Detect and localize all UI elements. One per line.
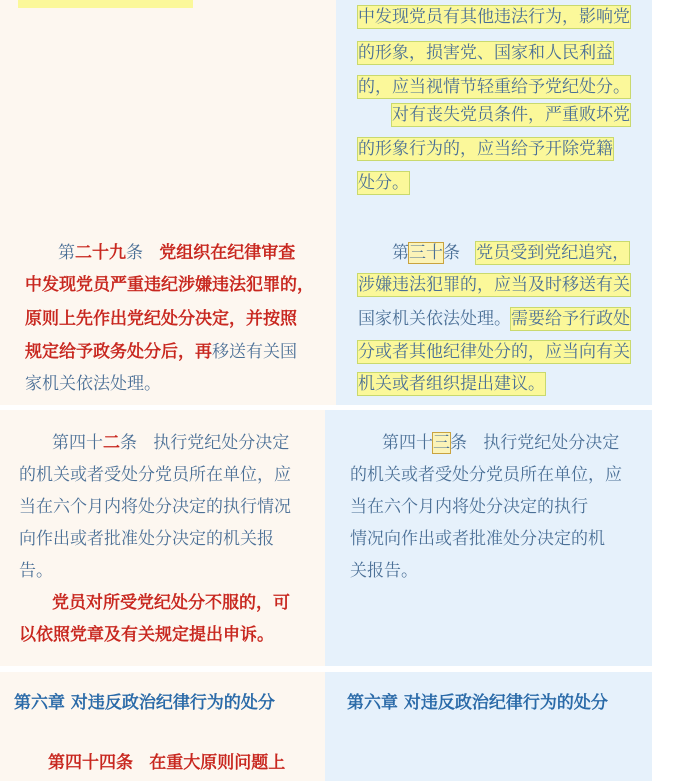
art42-line-2: 的机关或者受处分党员所在单位，应 bbox=[19, 465, 291, 485]
top-right-line-3: 的，应当视情节轻重给予党纪处分。 bbox=[358, 77, 630, 97]
chapter6-heading-left: 第六章 对违反政治纪律行为的处分 bbox=[14, 693, 275, 713]
art43-line-2: 的机关或者受处分党员所在单位，应 bbox=[350, 465, 622, 485]
art42-line-5: 告。 bbox=[19, 561, 53, 581]
top-highlight-fragment bbox=[18, 0, 193, 8]
art42-line-4: 向作出或者批准处分决定的机关报 bbox=[19, 529, 274, 549]
top-right-line-2: 的形象，损害党、国家和人民利益 bbox=[358, 43, 613, 63]
top-right-line-1: 中发现党员有其他违法行为，影响党 bbox=[358, 7, 630, 27]
art43-line-5: 关报告。 bbox=[350, 561, 418, 581]
top-right-line-6: 处分。 bbox=[358, 173, 409, 193]
art30-line-3: 国家机关依法处理。需要给予行政处 bbox=[358, 309, 630, 329]
art43-line-1: 第四十三条 执行党纪处分决定 bbox=[382, 433, 620, 453]
art30-line-4: 分或者其他纪律处分的，应当向有关 bbox=[358, 342, 630, 362]
art30-line-1: 第三十条 党员受到党纪追究， bbox=[392, 243, 630, 263]
art44-line-1: 第四十四条 在重大原则问题上 bbox=[48, 753, 286, 773]
art42-line-1: 第四十二条 执行党纪处分决定 bbox=[52, 433, 290, 453]
art29-line-5: 家机关依法处理。 bbox=[25, 374, 161, 394]
art29-line-2: 中发现党员严重违纪涉嫌违法犯罪的， bbox=[25, 275, 314, 295]
art29-line-1: 第二十九条 党组织在纪律审查 bbox=[58, 243, 296, 263]
art42-line-7: 以依照党章及有关规定提出申诉。 bbox=[19, 625, 274, 645]
art29-line-3: 原则上先作出党纪处分决定，并按照 bbox=[25, 309, 297, 329]
art42-line-6: 党员对所受党纪处分不服的，可 bbox=[52, 593, 290, 613]
top-right-line-4: 对有丧失党员条件，严重败坏党 bbox=[392, 105, 630, 125]
art29-line-4: 规定给予政务处分后，再移送有关国 bbox=[25, 342, 297, 362]
art30-line-5: 机关或者组织提出建议。 bbox=[358, 374, 545, 394]
top-right-line-5: 的形象行为的，应当给予开除党籍 bbox=[358, 139, 613, 159]
art42-line-3: 当在六个月内将处分决定的执行情况 bbox=[19, 497, 291, 517]
chapter6-heading-right: 第六章 对违反政治纪律行为的处分 bbox=[347, 693, 608, 713]
art43-line-4: 情况向作出或者批准处分决定的机 bbox=[350, 529, 605, 549]
art30-line-2: 涉嫌违法犯罪的，应当及时移送有关 bbox=[358, 275, 630, 295]
art43-line-3: 当在六个月内将处分决定的执行 bbox=[350, 497, 588, 517]
